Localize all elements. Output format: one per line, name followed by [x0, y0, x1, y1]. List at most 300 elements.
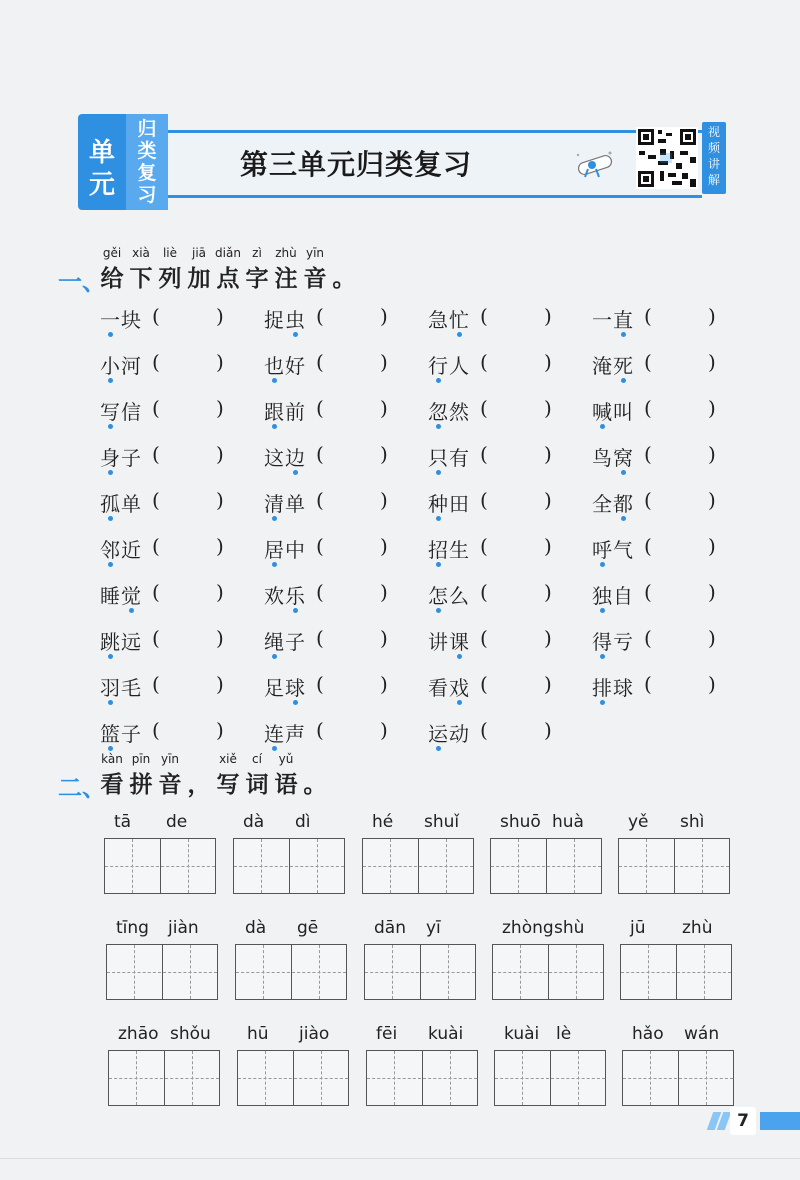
- answer-open-paren[interactable]: (: [152, 626, 160, 650]
- phonetic-item: [592, 488, 722, 518]
- item-word: 欢乐: [264, 584, 306, 608]
- answer-close-paren[interactable]: ): [544, 718, 552, 742]
- answer-open-paren[interactable]: (: [480, 304, 488, 328]
- emphasis-dot: [272, 562, 277, 567]
- writing-grid[interactable]: [364, 944, 476, 1000]
- answer-close-paren[interactable]: ): [544, 350, 552, 374]
- writing-grid[interactable]: [622, 1050, 734, 1106]
- answer-close-paren[interactable]: ): [216, 626, 224, 650]
- heading-pinyin: gěi: [102, 246, 122, 260]
- answer-open-paren[interactable]: (: [152, 396, 160, 420]
- heading-char: 写: [216, 771, 240, 798]
- item-word: 喊叫: [592, 400, 634, 424]
- writing-grid[interactable]: [366, 1050, 478, 1106]
- emphasis-dot: [436, 424, 441, 429]
- answer-open-paren[interactable]: (: [644, 304, 652, 328]
- answer-close-paren[interactable]: ): [708, 350, 716, 374]
- grid-line: [107, 972, 217, 973]
- answer-open-paren[interactable]: (: [152, 580, 160, 604]
- heading-pinyin: cí: [252, 752, 262, 766]
- answer-close-paren[interactable]: ): [544, 672, 552, 696]
- answer-open-paren[interactable]: (: [316, 396, 324, 420]
- phonetic-item: [428, 350, 558, 380]
- emphasis-dot: [457, 332, 462, 337]
- grid-line: [367, 1078, 477, 1079]
- grid-line: [136, 1051, 137, 1105]
- phonetic-item: [264, 350, 394, 380]
- heading-char: ，: [187, 771, 211, 798]
- heading-char: 音: [303, 265, 327, 292]
- badge-char: 单: [88, 138, 115, 168]
- answer-close-paren[interactable]: ): [708, 396, 716, 420]
- phonetic-item: [264, 718, 394, 748]
- phonetic-item: [428, 626, 558, 656]
- unit-badge: [78, 114, 168, 210]
- emphasis-dot: [293, 332, 298, 337]
- phonetic-item: [100, 718, 230, 748]
- grid-line: [261, 839, 262, 893]
- item-word: 也好: [264, 354, 306, 378]
- heading-char: 点: [216, 265, 240, 292]
- item-word: 捉虫: [264, 308, 306, 332]
- writing-grid[interactable]: [490, 838, 602, 894]
- phonetic-item: [428, 396, 558, 426]
- answer-close-paren[interactable]: ): [708, 534, 716, 558]
- answer-open-paren[interactable]: (: [316, 488, 324, 512]
- answer-close-paren[interactable]: ): [708, 580, 716, 604]
- answer-close-paren[interactable]: ): [380, 672, 388, 696]
- item-word: 排球: [592, 676, 634, 700]
- answer-close-paren[interactable]: ): [544, 442, 552, 466]
- qr-label-char: 解: [707, 173, 720, 187]
- item-word: 写信: [100, 400, 142, 424]
- item-word: 怎么: [428, 584, 470, 608]
- emphasis-dot: [436, 746, 441, 751]
- pinyin-writing-group: [108, 1024, 220, 1108]
- item-word: 招生: [428, 538, 470, 562]
- qr-code-icon[interactable]: [636, 127, 698, 189]
- answer-open-paren[interactable]: (: [480, 488, 488, 512]
- writing-grid[interactable]: [237, 1050, 349, 1106]
- pinyin-syllable: tīng: [116, 918, 149, 938]
- phonetic-item: [264, 534, 394, 564]
- phonetic-item: [100, 488, 230, 518]
- item-word: 跳远: [100, 630, 142, 654]
- grid-line: [234, 866, 344, 867]
- item-word: 连声: [264, 722, 306, 746]
- item-word: 羽毛: [100, 676, 142, 700]
- pinyin-syllable: kuài: [428, 1024, 464, 1044]
- pinyin-syllable: jū: [630, 918, 646, 938]
- phonetic-item: [264, 442, 394, 472]
- answer-open-paren[interactable]: (: [644, 396, 652, 420]
- answer-close-paren[interactable]: ): [544, 488, 552, 512]
- answer-close-paren[interactable]: ): [380, 534, 388, 558]
- emphasis-dot: [436, 562, 441, 567]
- item-word: 孤单: [100, 492, 142, 516]
- answer-close-paren[interactable]: ): [544, 534, 552, 558]
- pinyin-writing-group: [494, 1024, 606, 1108]
- footer-bar: [760, 1112, 800, 1130]
- grid-line: [265, 1051, 266, 1105]
- phonetic-item: [428, 534, 558, 564]
- emphasis-dot: [272, 516, 277, 521]
- item-word: 急忙: [428, 308, 470, 332]
- pinyin-writing-group: [366, 1024, 478, 1108]
- heading-pinyin: kàn: [101, 752, 123, 766]
- answer-close-paren[interactable]: ): [380, 442, 388, 466]
- grid-line: [132, 839, 133, 893]
- video-explain-label[interactable]: [702, 122, 726, 194]
- answer-close-paren[interactable]: ): [216, 580, 224, 604]
- phonetic-item: [100, 396, 230, 426]
- grid-line: [238, 1078, 348, 1079]
- heading-char: 看: [100, 771, 124, 798]
- heading-pinyin: diǎn: [215, 246, 241, 260]
- emphasis-dot: [621, 470, 626, 475]
- answer-open-paren[interactable]: (: [644, 442, 652, 466]
- heading-char: 给: [100, 265, 124, 292]
- answer-open-paren[interactable]: (: [480, 626, 488, 650]
- emphasis-dot: [272, 424, 277, 429]
- answer-open-paren[interactable]: (: [480, 672, 488, 696]
- item-word: 呼气: [592, 538, 634, 562]
- grid-line: [495, 1078, 605, 1079]
- answer-open-paren[interactable]: (: [480, 718, 488, 742]
- heading-char: 字: [245, 265, 269, 292]
- emphasis-dot: [436, 516, 441, 521]
- pinyin-syllable: dà: [243, 812, 265, 832]
- heading-pinyin: yīn: [305, 246, 325, 260]
- phonetic-item: [428, 718, 558, 748]
- answer-close-paren[interactable]: ): [544, 304, 552, 328]
- answer-open-paren[interactable]: (: [152, 672, 160, 696]
- pinyin-writing-group: [490, 812, 602, 896]
- writing-grid[interactable]: [620, 944, 732, 1000]
- page-number: 7: [730, 1107, 756, 1135]
- grid-line: [450, 1051, 451, 1105]
- heading-pinyin: zì: [252, 246, 262, 260]
- phonetic-item: [428, 304, 558, 334]
- grid-line: [390, 839, 391, 893]
- emphasis-dot: [108, 516, 113, 521]
- writing-grid[interactable]: [494, 1050, 606, 1106]
- writing-grid[interactable]: [618, 838, 730, 894]
- pinyin-syllable: fēi: [376, 1024, 398, 1044]
- qr-label-char: 频: [707, 141, 720, 155]
- heading-char: 词: [245, 771, 269, 798]
- heading-pinyin: xià: [132, 246, 150, 260]
- emphasis-dot: [272, 746, 277, 751]
- answer-close-paren[interactable]: ): [216, 672, 224, 696]
- heading-pinyin: pīn: [131, 752, 151, 766]
- answer-open-paren[interactable]: (: [152, 718, 160, 742]
- item-word: 身子: [100, 446, 142, 470]
- pinyin-syllable: zhù: [682, 918, 713, 938]
- answer-open-paren[interactable]: (: [480, 396, 488, 420]
- item-word: 行人: [428, 354, 470, 378]
- grid-line: [319, 945, 320, 999]
- answer-close-paren[interactable]: ): [708, 304, 716, 328]
- pinyin-syllable: zhòng: [502, 918, 554, 938]
- answer-open-paren[interactable]: (: [316, 304, 324, 328]
- pinyin-syllable: de: [166, 812, 188, 832]
- grid-line: [706, 1051, 707, 1105]
- answer-close-paren[interactable]: ): [708, 442, 716, 466]
- section-number: 二、: [58, 774, 106, 802]
- grid-line: [520, 945, 521, 999]
- pinyin-writing-group: [622, 1024, 734, 1108]
- answer-open-paren[interactable]: (: [480, 534, 488, 558]
- pinyin-syllable: shuǐ: [424, 812, 460, 832]
- answer-close-paren[interactable]: ): [216, 534, 224, 558]
- item-word: 清单: [264, 492, 306, 516]
- item-word: 足球: [264, 676, 306, 700]
- answer-close-paren[interactable]: ): [544, 580, 552, 604]
- emphasis-dot: [293, 608, 298, 613]
- item-word: 忽然: [428, 400, 470, 424]
- phonetic-item: [100, 350, 230, 380]
- answer-open-paren[interactable]: (: [480, 580, 488, 604]
- grid-line: [621, 972, 731, 973]
- phonetic-item: [428, 442, 558, 472]
- writing-grid[interactable]: [492, 944, 604, 1000]
- grid-line: [392, 945, 393, 999]
- phonetic-item: [592, 396, 722, 426]
- grid-line: [491, 866, 601, 867]
- grid-line: [190, 945, 191, 999]
- emphasis-dot: [108, 378, 113, 383]
- writing-grid[interactable]: [362, 838, 474, 894]
- answer-open-paren[interactable]: (: [316, 442, 324, 466]
- pinyin-syllable: hǎo: [632, 1024, 664, 1044]
- answer-close-paren[interactable]: ): [216, 396, 224, 420]
- pinyin-syllable: hé: [372, 812, 394, 832]
- answer-open-paren[interactable]: (: [644, 488, 652, 512]
- emphasis-dot: [108, 562, 113, 567]
- pinyin-syllable: jiào: [299, 1024, 330, 1044]
- pinyin-writing-group: [237, 1024, 349, 1108]
- pinyin-syllable: jiàn: [168, 918, 199, 938]
- phonetic-item: [592, 580, 722, 610]
- pinyin-syllable: yī: [426, 918, 441, 938]
- emphasis-dot: [436, 378, 441, 383]
- heading-char: 下: [129, 265, 153, 292]
- item-word: 鸟窝: [592, 446, 634, 470]
- emphasis-dot: [621, 516, 626, 521]
- scroll-icon: [572, 147, 618, 181]
- phonetic-item: [592, 304, 722, 334]
- answer-close-paren[interactable]: ): [708, 672, 716, 696]
- pinyin-writing-group: [104, 812, 216, 896]
- writing-grid[interactable]: [235, 944, 347, 1000]
- item-word: 一直: [592, 308, 634, 332]
- grid-line: [493, 972, 603, 973]
- answer-open-paren[interactable]: (: [480, 350, 488, 374]
- emphasis-dot: [436, 470, 441, 475]
- grid-line: [236, 972, 346, 973]
- phonetic-item: [428, 672, 558, 702]
- heading-pinyin: xiě: [219, 752, 237, 766]
- grid-line: [619, 866, 729, 867]
- item-word: 淹死: [592, 354, 634, 378]
- emphasis-dot: [600, 608, 605, 613]
- answer-close-paren[interactable]: ): [216, 350, 224, 374]
- emphasis-dot: [108, 470, 113, 475]
- writing-grid[interactable]: [233, 838, 345, 894]
- item-word: 种田: [428, 492, 470, 516]
- item-word: 得亏: [592, 630, 634, 654]
- answer-close-paren[interactable]: ): [708, 626, 716, 650]
- page-title: 第三单元归类复习: [240, 148, 473, 181]
- pinyin-syllable: kuài: [504, 1024, 540, 1044]
- item-word: 绳子: [264, 630, 306, 654]
- answer-close-paren[interactable]: ): [216, 718, 224, 742]
- phonetic-item: [264, 396, 394, 426]
- answer-close-paren[interactable]: ): [216, 304, 224, 328]
- answer-open-paren[interactable]: (: [316, 672, 324, 696]
- answer-open-paren[interactable]: (: [644, 672, 652, 696]
- writing-grid[interactable]: [108, 1050, 220, 1106]
- qr-label-char: 视: [707, 125, 720, 139]
- grid-line: [704, 945, 705, 999]
- answer-close-paren[interactable]: ): [380, 580, 388, 604]
- pinyin-writing-group: [618, 812, 730, 896]
- phonetic-item: [264, 626, 394, 656]
- grid-line: [317, 839, 318, 893]
- phonetic-item: [428, 580, 558, 610]
- heading-pinyin: liè: [162, 246, 178, 260]
- phonetic-item: [592, 672, 722, 702]
- emphasis-dot: [600, 654, 605, 659]
- answer-open-paren[interactable]: (: [316, 580, 324, 604]
- answer-open-paren[interactable]: (: [316, 534, 324, 558]
- emphasis-dot: [600, 562, 605, 567]
- phonetic-item: [100, 580, 230, 610]
- answer-open-paren[interactable]: (: [152, 534, 160, 558]
- answer-open-paren[interactable]: (: [480, 442, 488, 466]
- grid-line: [576, 945, 577, 999]
- pinyin-syllable: shuō: [500, 812, 541, 832]
- answer-close-paren[interactable]: ): [380, 396, 388, 420]
- heading-char: 语: [274, 771, 298, 798]
- answer-close-paren[interactable]: ): [544, 626, 552, 650]
- pinyin-syllable: huà: [552, 812, 584, 832]
- answer-open-paren[interactable]: (: [644, 626, 652, 650]
- item-word: 运动: [428, 722, 470, 746]
- emphasis-dot: [436, 608, 441, 613]
- heading-char: 。: [303, 771, 327, 798]
- pinyin-writing-group: [492, 918, 604, 1002]
- pinyin-syllable: shǒu: [170, 1024, 211, 1044]
- emphasis-dot: [108, 424, 113, 429]
- answer-close-paren[interactable]: ): [708, 488, 716, 512]
- answer-close-paren[interactable]: ): [380, 488, 388, 512]
- phonetic-item: [100, 442, 230, 472]
- writing-grid[interactable]: [106, 944, 218, 1000]
- emphasis-dot: [129, 608, 134, 613]
- pinyin-syllable: shù: [554, 918, 585, 938]
- grid-line: [192, 1051, 193, 1105]
- title-bar: [168, 130, 702, 198]
- grid-line: [574, 839, 575, 893]
- answer-close-paren[interactable]: ): [216, 442, 224, 466]
- item-word: 看戏: [428, 676, 470, 700]
- grid-line: [263, 945, 264, 999]
- phonetic-item: [100, 672, 230, 702]
- writing-grid[interactable]: [104, 838, 216, 894]
- answer-close-paren[interactable]: ): [544, 396, 552, 420]
- page-bottom-line: [0, 1158, 800, 1159]
- grid-line: [646, 839, 647, 893]
- section-number: 一、: [58, 268, 106, 296]
- item-word: 独自: [592, 584, 634, 608]
- emphasis-dot: [108, 332, 113, 337]
- grid-line: [134, 945, 135, 999]
- pinyin-writing-group: [362, 812, 474, 896]
- item-word: 全都: [592, 492, 634, 516]
- answer-open-paren[interactable]: (: [152, 350, 160, 374]
- emphasis-dot: [108, 654, 113, 659]
- emphasis-dot: [272, 654, 277, 659]
- badge-char: 类: [137, 140, 157, 162]
- emphasis-dot: [108, 746, 113, 751]
- item-word: 只有: [428, 446, 470, 470]
- pinyin-syllable: dì: [295, 812, 311, 832]
- answer-close-paren[interactable]: ): [216, 488, 224, 512]
- pinyin-syllable: yě: [628, 812, 649, 832]
- phonetic-item: [592, 626, 722, 656]
- pinyin-writing-group: [364, 918, 476, 1002]
- phonetic-item: [264, 580, 394, 610]
- phonetic-item: [592, 442, 722, 472]
- answer-open-paren[interactable]: (: [152, 442, 160, 466]
- phonetic-item: [100, 304, 230, 334]
- phonetic-item: [264, 304, 394, 334]
- heading-pinyin: yīn: [160, 752, 180, 766]
- emphasis-dot: [457, 700, 462, 705]
- answer-open-paren[interactable]: (: [316, 350, 324, 374]
- pinyin-writing-group: [106, 918, 218, 1002]
- grid-line: [578, 1051, 579, 1105]
- phonetic-item: [264, 672, 394, 702]
- answer-open-paren[interactable]: (: [644, 534, 652, 558]
- heading-pinyin: zhù: [275, 246, 297, 260]
- phonetic-item: [428, 488, 558, 518]
- emphasis-dot: [600, 424, 605, 429]
- grid-line: [650, 1051, 651, 1105]
- pinyin-writing-group: [620, 918, 732, 1002]
- answer-close-paren[interactable]: ): [380, 626, 388, 650]
- emphasis-dot: [272, 378, 277, 383]
- answer-close-paren[interactable]: ): [380, 718, 388, 742]
- phonetic-item: [592, 534, 722, 564]
- answer-close-paren[interactable]: ): [380, 350, 388, 374]
- answer-open-paren[interactable]: (: [152, 488, 160, 512]
- answer-close-paren[interactable]: ): [380, 304, 388, 328]
- answer-open-paren[interactable]: (: [316, 626, 324, 650]
- emphasis-dot: [108, 700, 113, 705]
- heading-char: 加: [187, 265, 211, 292]
- answer-open-paren[interactable]: (: [152, 304, 160, 328]
- answer-open-paren[interactable]: (: [316, 718, 324, 742]
- item-word: 居中: [264, 538, 306, 562]
- phonetic-item: [264, 488, 394, 518]
- answer-open-paren[interactable]: (: [644, 580, 652, 604]
- qr-label-char: 讲: [707, 157, 720, 171]
- pinyin-syllable: gē: [297, 918, 319, 938]
- answer-open-paren[interactable]: (: [644, 350, 652, 374]
